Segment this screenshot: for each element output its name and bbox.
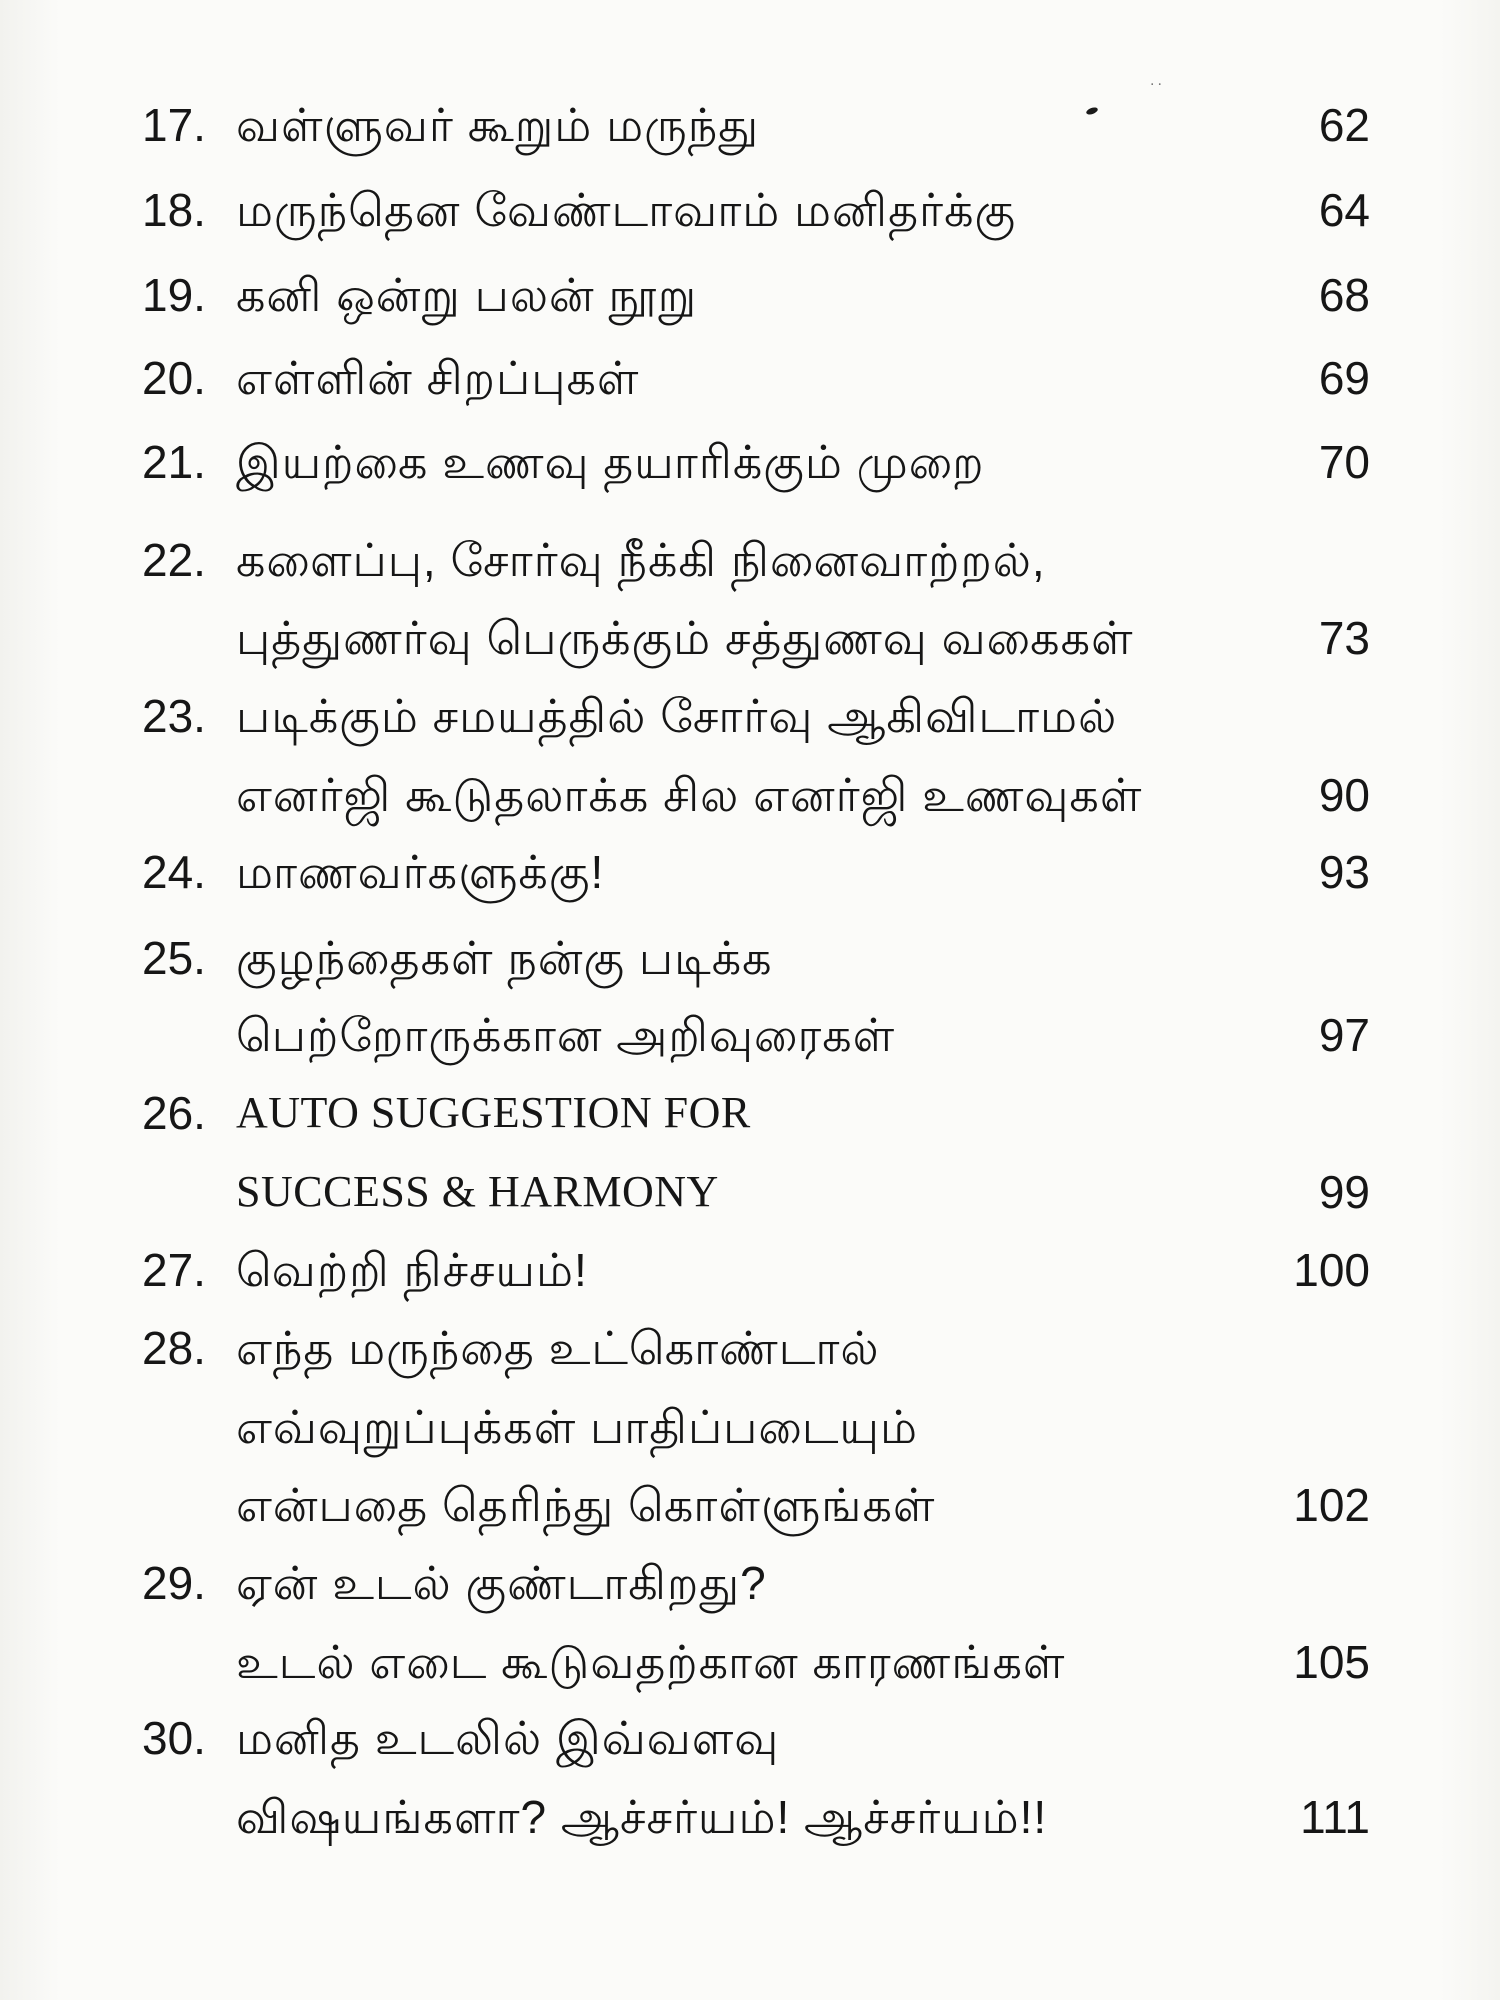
toc-entry-line xyxy=(0,608,1500,668)
entry-number: 21. xyxy=(142,436,206,488)
entry-number: 27. xyxy=(142,1244,206,1296)
toc-entry-line xyxy=(0,1005,1500,1065)
page-number: 70 xyxy=(1318,436,1370,488)
entry-title: புத்துணர்வு பெருக்கும் சத்துணவு வகைகள் xyxy=(236,612,1134,664)
entry-number: 30. xyxy=(142,1712,206,1764)
entry-title: ஏன் உடல் குண்டாகிறது? xyxy=(236,1557,767,1609)
entry-title: AUTO SUGGESTION FOR xyxy=(236,1088,751,1137)
toc-entry-line xyxy=(0,1162,1500,1222)
entry-title: எனர்ஜி கூடுதலாக்க சில எனர்ஜி உணவுகள் xyxy=(236,769,1143,821)
entry-title: மருந்தென வேண்டாவாம் மனிதர்க்கு xyxy=(236,184,1017,236)
toc-entry-line xyxy=(0,1632,1500,1692)
toc-entry-line xyxy=(0,265,1500,325)
entry-number: 22. xyxy=(142,534,206,586)
entry-title: எள்ளின் சிறப்புகள் xyxy=(236,352,640,404)
entry-title: களைப்பு, சோர்வு நீக்கி நினைவாற்றல், xyxy=(236,534,1046,586)
page-number: 100 xyxy=(1293,1244,1370,1296)
toc-entry-line xyxy=(0,1240,1500,1300)
page-number: 93 xyxy=(1318,846,1370,898)
entry-number: 28. xyxy=(142,1322,206,1374)
page-number: 73 xyxy=(1318,612,1370,664)
entry-title: SUCCESS & HARMONY xyxy=(236,1167,719,1216)
toc-entry-line xyxy=(0,1708,1500,1768)
page-number: 111 xyxy=(1300,1791,1370,1843)
entry-title: உடல் எடை கூடுவதற்கான காரணங்கள் xyxy=(236,1636,1066,1688)
entry-title: வெற்றி நிச்சயம்! xyxy=(236,1244,588,1296)
page-number: 64 xyxy=(1318,184,1370,236)
toc-entry-line xyxy=(0,530,1500,590)
page-number: 102 xyxy=(1293,1479,1370,1531)
entry-number: 25. xyxy=(142,932,206,984)
entry-title: மனித உடலில் இவ்வளவு xyxy=(236,1712,780,1764)
toc-entry-line xyxy=(0,95,1500,155)
page-number: 68 xyxy=(1318,269,1370,321)
entry-title: எவ்வுறுப்புக்கள் பாதிப்படையும் xyxy=(236,1401,919,1453)
entry-title: வள்ளுவர் கூறும் மருந்து xyxy=(236,99,760,151)
page-number: 99 xyxy=(1318,1166,1370,1218)
entry-title: என்பதை தெரிந்து கொள்ளுங்கள் xyxy=(236,1479,936,1531)
entry-number: 17. xyxy=(142,99,206,151)
entry-title: குழந்தைகள் நன்கு படிக்க xyxy=(236,932,773,984)
entry-title: இயற்கை உணவு தயாரிக்கும் முறை xyxy=(236,436,985,488)
entry-title: கனி ஒன்று பலன் நூறு xyxy=(236,269,698,321)
entry-title: எந்த மருந்தை உட்கொண்டால் xyxy=(236,1322,880,1374)
entry-number: 19. xyxy=(142,269,206,321)
entry-number: 26. xyxy=(142,1087,206,1139)
toc-entry-line xyxy=(0,432,1500,492)
scan-mark: .. xyxy=(1150,72,1165,89)
toc-entry-line xyxy=(0,1787,1500,1847)
toc-entry-line xyxy=(0,1397,1500,1457)
page-number: 97 xyxy=(1318,1009,1370,1061)
toc-entry-line xyxy=(0,928,1500,988)
page-number: 90 xyxy=(1318,769,1370,821)
entry-title: விஷயங்களா? ஆச்சர்யம்! ஆச்சர்யம்!! xyxy=(236,1791,1048,1843)
toc-entry-line xyxy=(0,1553,1500,1613)
toc-entry-line xyxy=(0,842,1500,902)
toc-entry-line xyxy=(0,1475,1500,1535)
page-number: 105 xyxy=(1293,1636,1370,1688)
entry-number: 24. xyxy=(142,846,206,898)
entry-title: பெற்றோருக்கான அறிவுரைகள் xyxy=(236,1009,896,1061)
toc-entry-line xyxy=(0,1083,1500,1143)
toc-entry-line xyxy=(0,180,1500,240)
page-number: 69 xyxy=(1318,352,1370,404)
entry-title: படிக்கும் சமயத்தில் சோர்வு ஆகிவிடாமல் xyxy=(236,690,1118,742)
entry-number: 29. xyxy=(142,1557,206,1609)
toc-entry-line xyxy=(0,1318,1500,1378)
page-number: 62 xyxy=(1318,99,1370,151)
entry-number: 20. xyxy=(142,352,206,404)
entry-number: 23. xyxy=(142,690,206,742)
entry-number: 18. xyxy=(142,184,206,236)
toc-entry-line xyxy=(0,686,1500,746)
entry-title: மாணவர்களுக்கு! xyxy=(236,846,605,898)
toc-entry-line xyxy=(0,765,1500,825)
toc-entry-line xyxy=(0,348,1500,408)
